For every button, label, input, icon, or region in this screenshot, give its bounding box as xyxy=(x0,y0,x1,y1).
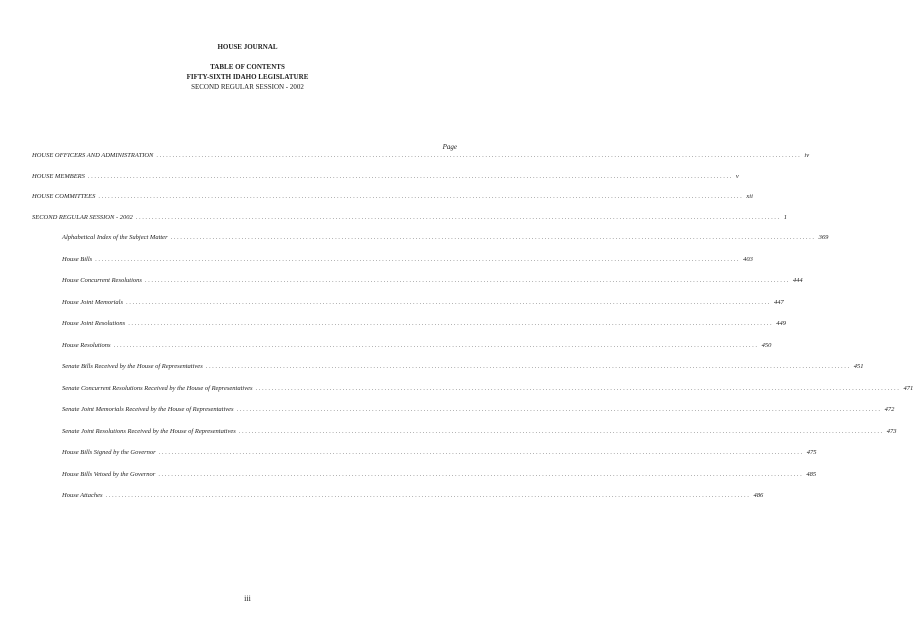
toc-entry-title: House Bills xyxy=(62,255,93,263)
leader-dots: ........................................................................................................................................................................................................ xyxy=(95,255,741,263)
leader-dots: ........................................................................................................................................................................................................ xyxy=(144,277,790,284)
toc-entry-title: HOUSE MEMBERS xyxy=(32,172,85,180)
toc-entry-page: 486 xyxy=(753,492,764,499)
toc-entry-page: 369 xyxy=(818,234,829,241)
toc-entry-page: 451 xyxy=(853,363,864,370)
toc-subentry[interactable] xyxy=(62,406,895,416)
toc-subentry[interactable] xyxy=(62,234,829,244)
leader-dots: ........................................................................................................................................................................................................ xyxy=(158,470,804,478)
journal-title: HOUSE JOURNAL xyxy=(217,43,278,51)
toc-entry-title: HOUSE OFFICERS AND ADMINISTRATION xyxy=(32,152,154,159)
toc-subentry[interactable] xyxy=(62,427,897,438)
toc-entry-title: House Joint Resolutions xyxy=(62,320,126,327)
toc-subentry[interactable] xyxy=(62,363,864,373)
toc-subentry[interactable] xyxy=(62,298,784,309)
leader-dots: ........................................................................................................................................................................................................ xyxy=(87,172,733,180)
leader-dots: ........................................................................................................................................................................................................ xyxy=(98,193,744,200)
toc-entry-title: Senate Joint Resolutions Received by the House of Representatives xyxy=(62,427,236,435)
session-title: SECOND REGULAR SESSION - 2002 xyxy=(191,83,304,91)
toc-entry-title: SECOND REGULAR SESSION - 2002 xyxy=(32,213,133,221)
toc-entry-page: 475 xyxy=(806,449,817,456)
table-of-contents xyxy=(32,152,913,514)
toc-subentry[interactable] xyxy=(62,384,913,395)
toc-subentry[interactable] xyxy=(62,449,817,459)
page-column-label: Page xyxy=(442,143,457,151)
toc-entry[interactable] xyxy=(32,172,739,183)
page-number: iii xyxy=(244,594,251,603)
toc-entry-page: 444 xyxy=(792,277,803,284)
toc-entry-page: 447 xyxy=(774,298,784,306)
legislature-title: FIFTY-SIXTH IDAHO LEGISLATURE xyxy=(186,73,309,81)
toc-subentry[interactable] xyxy=(62,255,753,266)
toc-subentry[interactable] xyxy=(62,320,786,330)
leader-dots: ........................................................................................................................................................................................................ xyxy=(236,406,882,413)
toc-entry-title: House Bills Vetoed by the Governor xyxy=(62,470,156,478)
toc-entry-title: House Concurrent Resolutions xyxy=(62,277,142,284)
leader-dots: ........................................................................................................................................................................................................ xyxy=(170,234,816,241)
toc-entry-title: House Joint Memorials xyxy=(62,298,124,306)
toc-entry-page: 471 xyxy=(903,384,913,392)
toc-entry-page: v xyxy=(735,172,739,180)
toc-entry-title: HOUSE COMMITTEES xyxy=(32,193,96,200)
toc-entry-title: Senate Concurrent Resolutions Received by the House of Representatives xyxy=(62,384,253,392)
toc-entry-title: House Bills Signed by the Governor xyxy=(62,449,156,456)
toc-entry-page: iv xyxy=(804,152,810,159)
toc-subentry[interactable] xyxy=(62,492,764,502)
toc-subentry[interactable] xyxy=(62,277,803,287)
leader-dots: ........................................................................................................................................................................................................ xyxy=(156,152,802,159)
toc-entry-page: 472 xyxy=(884,406,895,413)
toc-title: TABLE OF CONTENTS xyxy=(210,63,285,71)
toc-subentry[interactable] xyxy=(62,470,817,481)
toc-entry-page: 403 xyxy=(743,255,753,263)
toc-entry-page: 450 xyxy=(761,341,772,349)
leader-dots: ........................................................................................................................................................................................................ xyxy=(238,427,884,435)
leader-dots: ........................................................................................................................................................................................................ xyxy=(126,298,772,306)
toc-entry[interactable] xyxy=(32,213,787,224)
toc-entry-page: 449 xyxy=(776,320,786,327)
leader-dots: ........................................................................................................................................................................................................ xyxy=(135,213,781,221)
toc-subentry[interactable] xyxy=(62,341,772,352)
toc-entry-page: 485 xyxy=(806,470,817,478)
toc-entry-page: xii xyxy=(746,193,753,200)
toc-entry[interactable] xyxy=(32,193,753,203)
leader-dots: ........................................................................................................................................................................................................ xyxy=(128,320,774,327)
leader-dots: ........................................................................................................................................................................................................ xyxy=(105,492,751,499)
leader-dots: ........................................................................................................................................................................................................ xyxy=(113,341,759,349)
leader-dots: ........................................................................................................................................................................................................ xyxy=(205,363,851,370)
leader-dots: ........................................................................................................................................................................................................ xyxy=(255,384,901,392)
toc-entry-page: 1 xyxy=(783,213,787,221)
toc-entry-title: Senate Bills Received by the House of Representatives xyxy=(62,363,203,370)
toc-entry-title: House Resolutions xyxy=(62,341,111,349)
toc-entry[interactable] xyxy=(32,152,810,162)
toc-entry-title: Senate Joint Memorials Received by the House of Representatives xyxy=(62,406,234,413)
document-header xyxy=(0,42,495,92)
toc-entry-title: House Attaches xyxy=(62,492,103,499)
leader-dots: ........................................................................................................................................................................................................ xyxy=(158,449,804,456)
toc-entry-title: Alphabetical Index of the Subject Matter xyxy=(62,234,168,241)
toc-entry-page: 473 xyxy=(886,427,897,435)
